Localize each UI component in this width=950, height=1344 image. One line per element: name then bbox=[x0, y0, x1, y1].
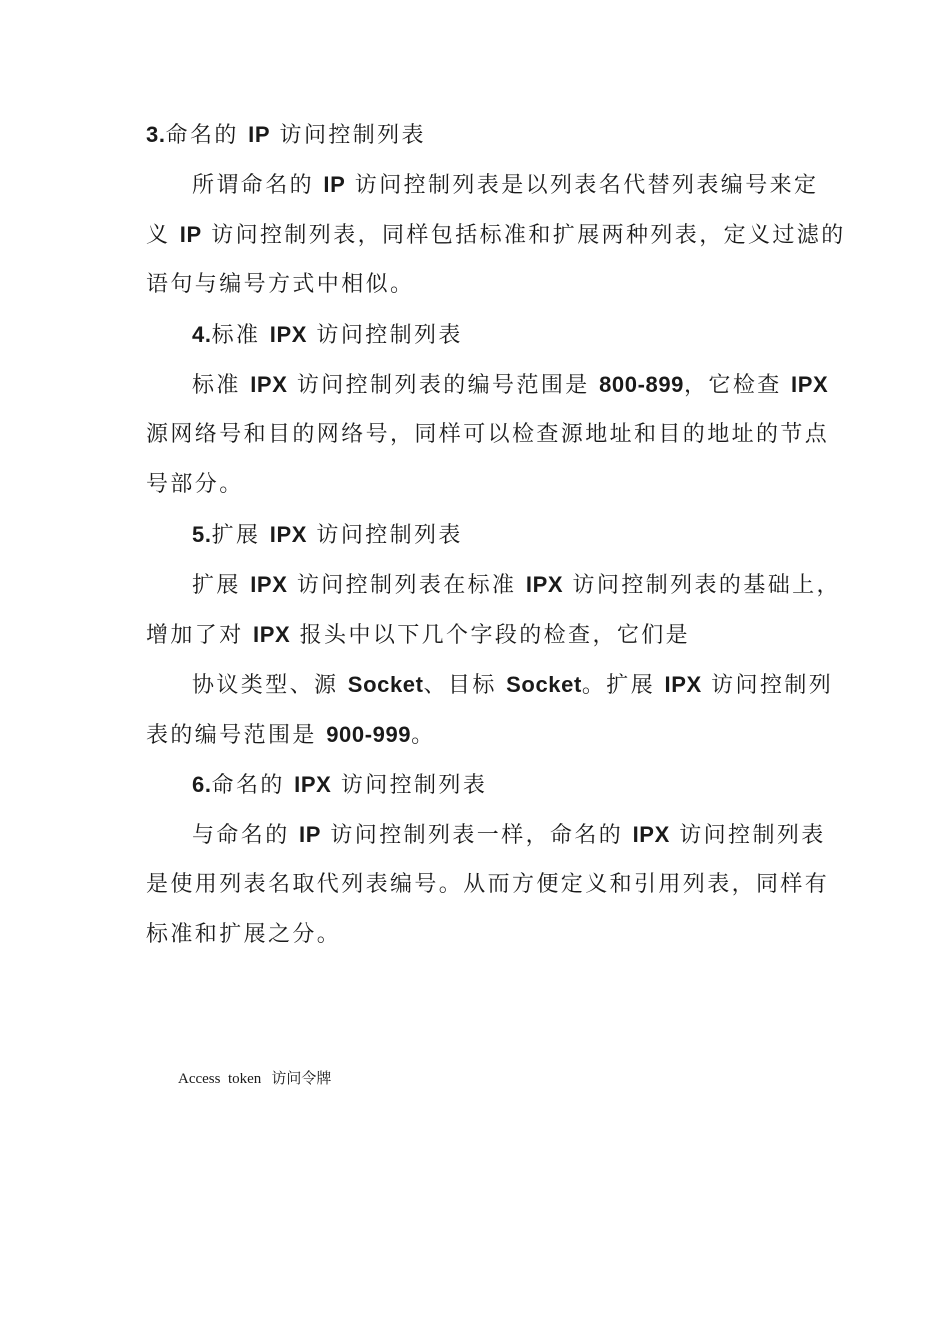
section-5-paragraph-line-4: 表的编号范围是 900-999。 bbox=[146, 722, 436, 748]
section-number: 4. bbox=[192, 322, 212, 347]
section-6-paragraph-line-1: 与命名的 IP 访问控制列表一样，命名的 IPX 访问控制列表 bbox=[192, 822, 826, 848]
section-5-paragraph-line-2: 增加了对 IPX 报头中以下几个字段的检查，它们是 bbox=[146, 622, 691, 648]
section-5-heading: 5.扩展 IPX 访问控制列表 bbox=[192, 522, 463, 548]
section-number: 6. bbox=[192, 772, 212, 797]
section-5-paragraph-line-3: 协议类型、源 Socket、目标 Socket。扩展 IPX 访问控制列 bbox=[192, 672, 834, 698]
footer-chinese-term: 访问令牌 bbox=[271, 1069, 332, 1087]
section-6-paragraph-line-3: 标准和扩展之分。 bbox=[146, 922, 342, 947]
section-4-paragraph-line-1: 标准 IPX 访问控制列表的编号范围是 800-899，它检查 IPX bbox=[192, 372, 829, 398]
section-3-paragraph-line-1: 所谓命名的 IP 访问控制列表是以列表名代替列表编号来定 bbox=[192, 172, 819, 198]
footer-english-term: Access token bbox=[178, 1071, 262, 1087]
section-5-paragraph-line-1: 扩展 IPX 访问控制列表在标准 IPX 访问控制列表的基础上， bbox=[192, 572, 841, 598]
section-3-paragraph-line-3: 语句与编号方式中相似。 bbox=[146, 272, 415, 297]
section-3-heading: 3.命名的 IP 访问控制列表 bbox=[146, 122, 426, 148]
section-number: 3. bbox=[146, 122, 166, 147]
section-number: 5. bbox=[192, 522, 212, 547]
section-4-paragraph-line-3: 号部分。 bbox=[146, 472, 244, 497]
section-4-paragraph-line-2: 源网络号和目的网络号，同样可以检查源地址和目的地址的节点 bbox=[146, 422, 830, 447]
section-6-paragraph-line-2: 是使用列表名取代列表编号。从而方便定义和引用列表，同样有 bbox=[146, 872, 830, 897]
section-3-paragraph-line-2: 义 IP 访问控制列表，同样包括标准和扩展两种列表，定义过滤的 bbox=[146, 222, 846, 248]
section-4-heading: 4.标准 IPX 访问控制列表 bbox=[192, 322, 463, 348]
footer-note bbox=[178, 1064, 331, 1092]
section-6-heading: 6.命名的 IPX 访问控制列表 bbox=[192, 772, 488, 798]
